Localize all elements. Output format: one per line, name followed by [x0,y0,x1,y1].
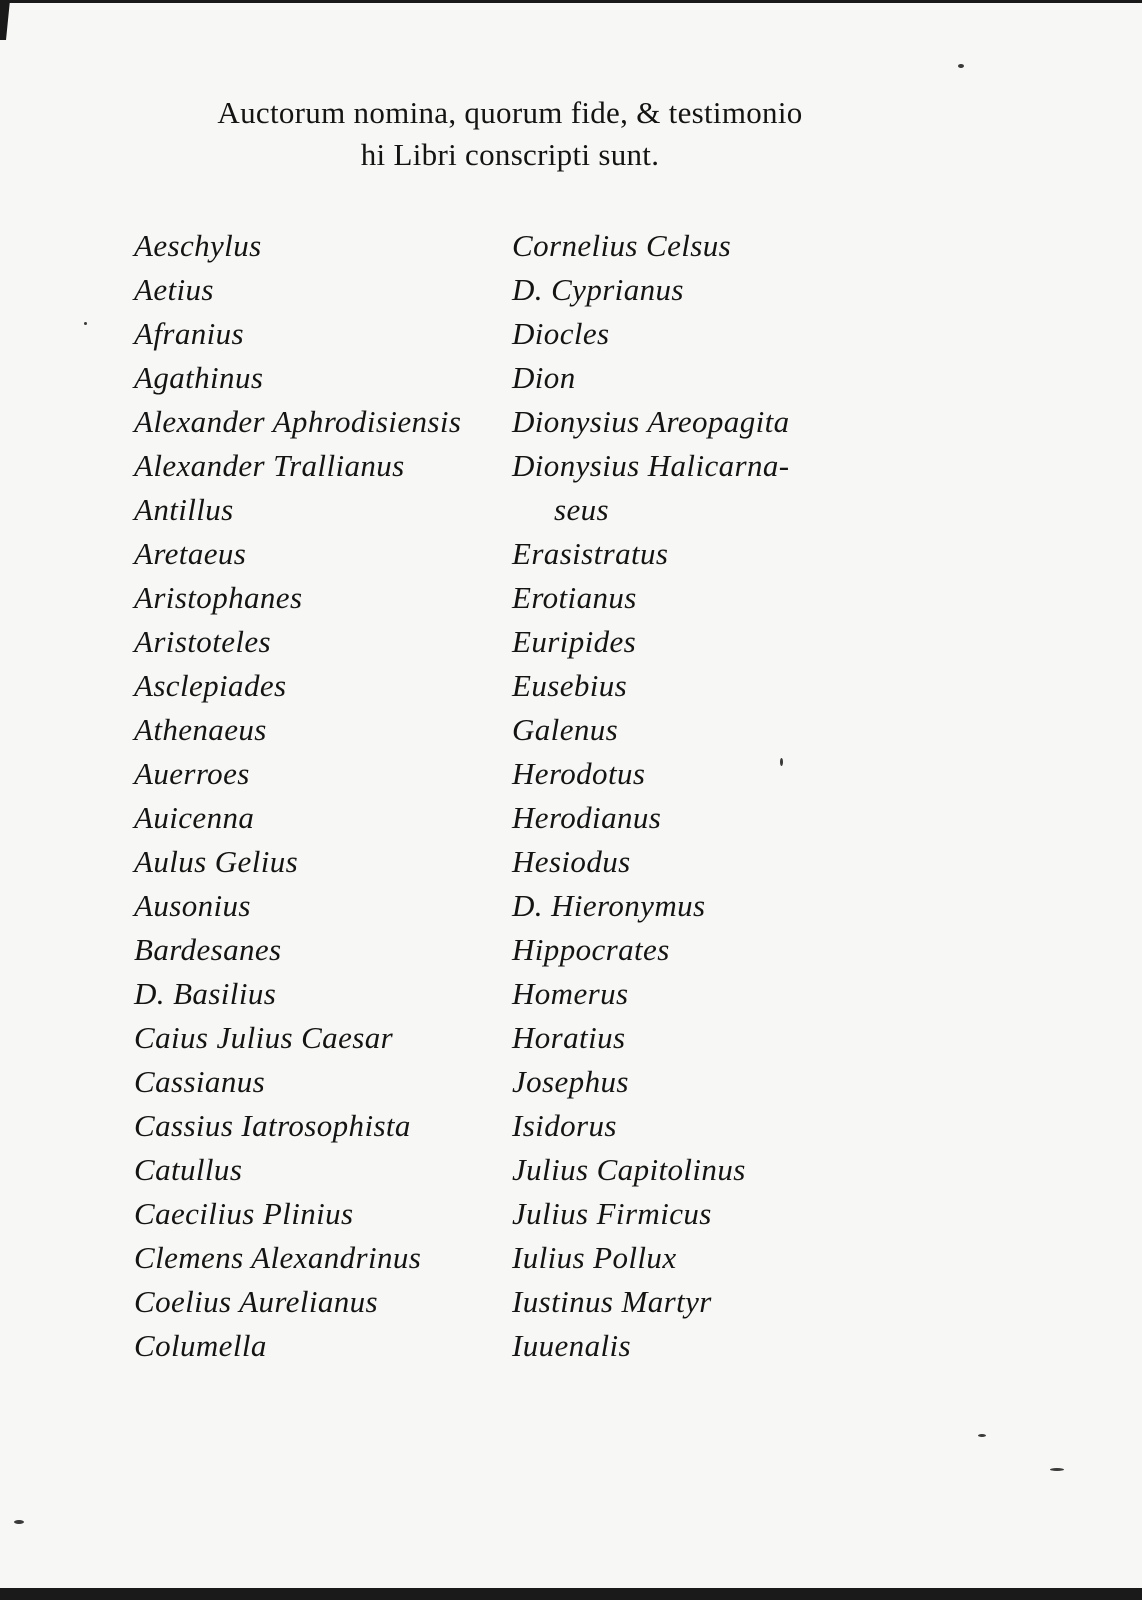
author-entry: Julius Firmicus [512,1196,712,1231]
ink-speck [958,64,964,68]
author-entry-continuation: seus [554,492,609,527]
author-entry: Iulius Pollux [512,1240,677,1275]
author-list-right-column [512,224,872,1368]
author-entry: Euripides [512,624,637,659]
author-entry: Homerus [512,976,629,1011]
author-entry: Bardesanes [134,932,282,967]
author-entry: Afranius [134,316,244,351]
author-entry: Clemens Alexandrinus [134,1240,422,1275]
author-entry: Iuuenalis [512,1328,631,1363]
author-entry: Iustinus Martyr [512,1284,712,1319]
author-entry: Horatius [512,1020,626,1055]
author-entry: Herodianus [512,800,662,835]
author-entry: Aulus Gelius [134,844,299,879]
author-entry: Dion [512,360,576,395]
author-entry: Dionysius Areopagita [512,404,790,439]
author-entry: Agathinus [134,360,264,395]
author-entry: Galenus [512,712,619,747]
author-entry: Josephus [512,1064,629,1099]
author-entry: Hesiodus [512,844,631,879]
author-entry: Antillus [134,492,234,527]
scan-border-bottom [0,1588,1142,1600]
author-entry: Diocles [512,316,610,351]
author-entry: Aristoteles [134,624,271,659]
author-entry: Auicenna [134,800,255,835]
author-entry: Coelius Aurelianus [134,1284,379,1319]
author-entry: Erotianus [512,580,637,615]
scan-border-left [0,0,10,40]
author-entry: Eusebius [512,668,628,703]
author-entry: D. Cyprianus [512,272,684,307]
author-entry: Isidorus [512,1108,617,1143]
author-entry: Erasistratus [512,536,669,571]
author-entry: D. Hieronymus [512,888,706,923]
author-entry: Aeschylus [134,228,262,263]
ink-speck [14,1520,24,1524]
page-heading [140,92,880,176]
author-entry: Caius Julius Caesar [134,1020,394,1055]
author-entry: Alexander Aphrodisiensis [134,404,462,439]
author-entry: Alexander Trallianus [134,448,405,483]
author-entry: Aetius [134,272,214,307]
author-entry: Julius Capitolinus [512,1152,746,1187]
author-list-left-column [134,224,504,1368]
author-entry: D. Basilius [134,976,277,1011]
author-entry: Aristophanes [134,580,303,615]
ink-speck [1050,1468,1064,1471]
author-entry: Asclepiades [134,668,287,703]
author-entry: Dionysius Halicarna- [512,448,790,483]
author-entry: Catullus [134,1152,243,1187]
heading-line-2: hi Libri conscripti sunt. [360,137,660,172]
ink-speck [978,1434,986,1437]
heading-line-1: Auctorum nomina, quorum fide, & testimonio [217,95,803,130]
author-entry: Hippocrates [512,932,670,967]
author-entry: Athenaeus [134,712,267,747]
author-entry: Auerroes [134,756,250,791]
author-entry: Cassianus [134,1064,266,1099]
author-entry: Cornelius Celsus [512,228,732,263]
scan-border-top [0,0,1142,3]
author-entry: Columella [134,1328,267,1363]
author-entry: Ausonius [134,888,251,923]
author-entry: Cassius Iatrosophista [134,1108,411,1143]
author-entry: Caecilius Plinius [134,1196,354,1231]
author-entry: Aretaeus [134,536,247,571]
ink-speck [84,322,87,325]
author-entry: Herodotus [512,756,646,791]
